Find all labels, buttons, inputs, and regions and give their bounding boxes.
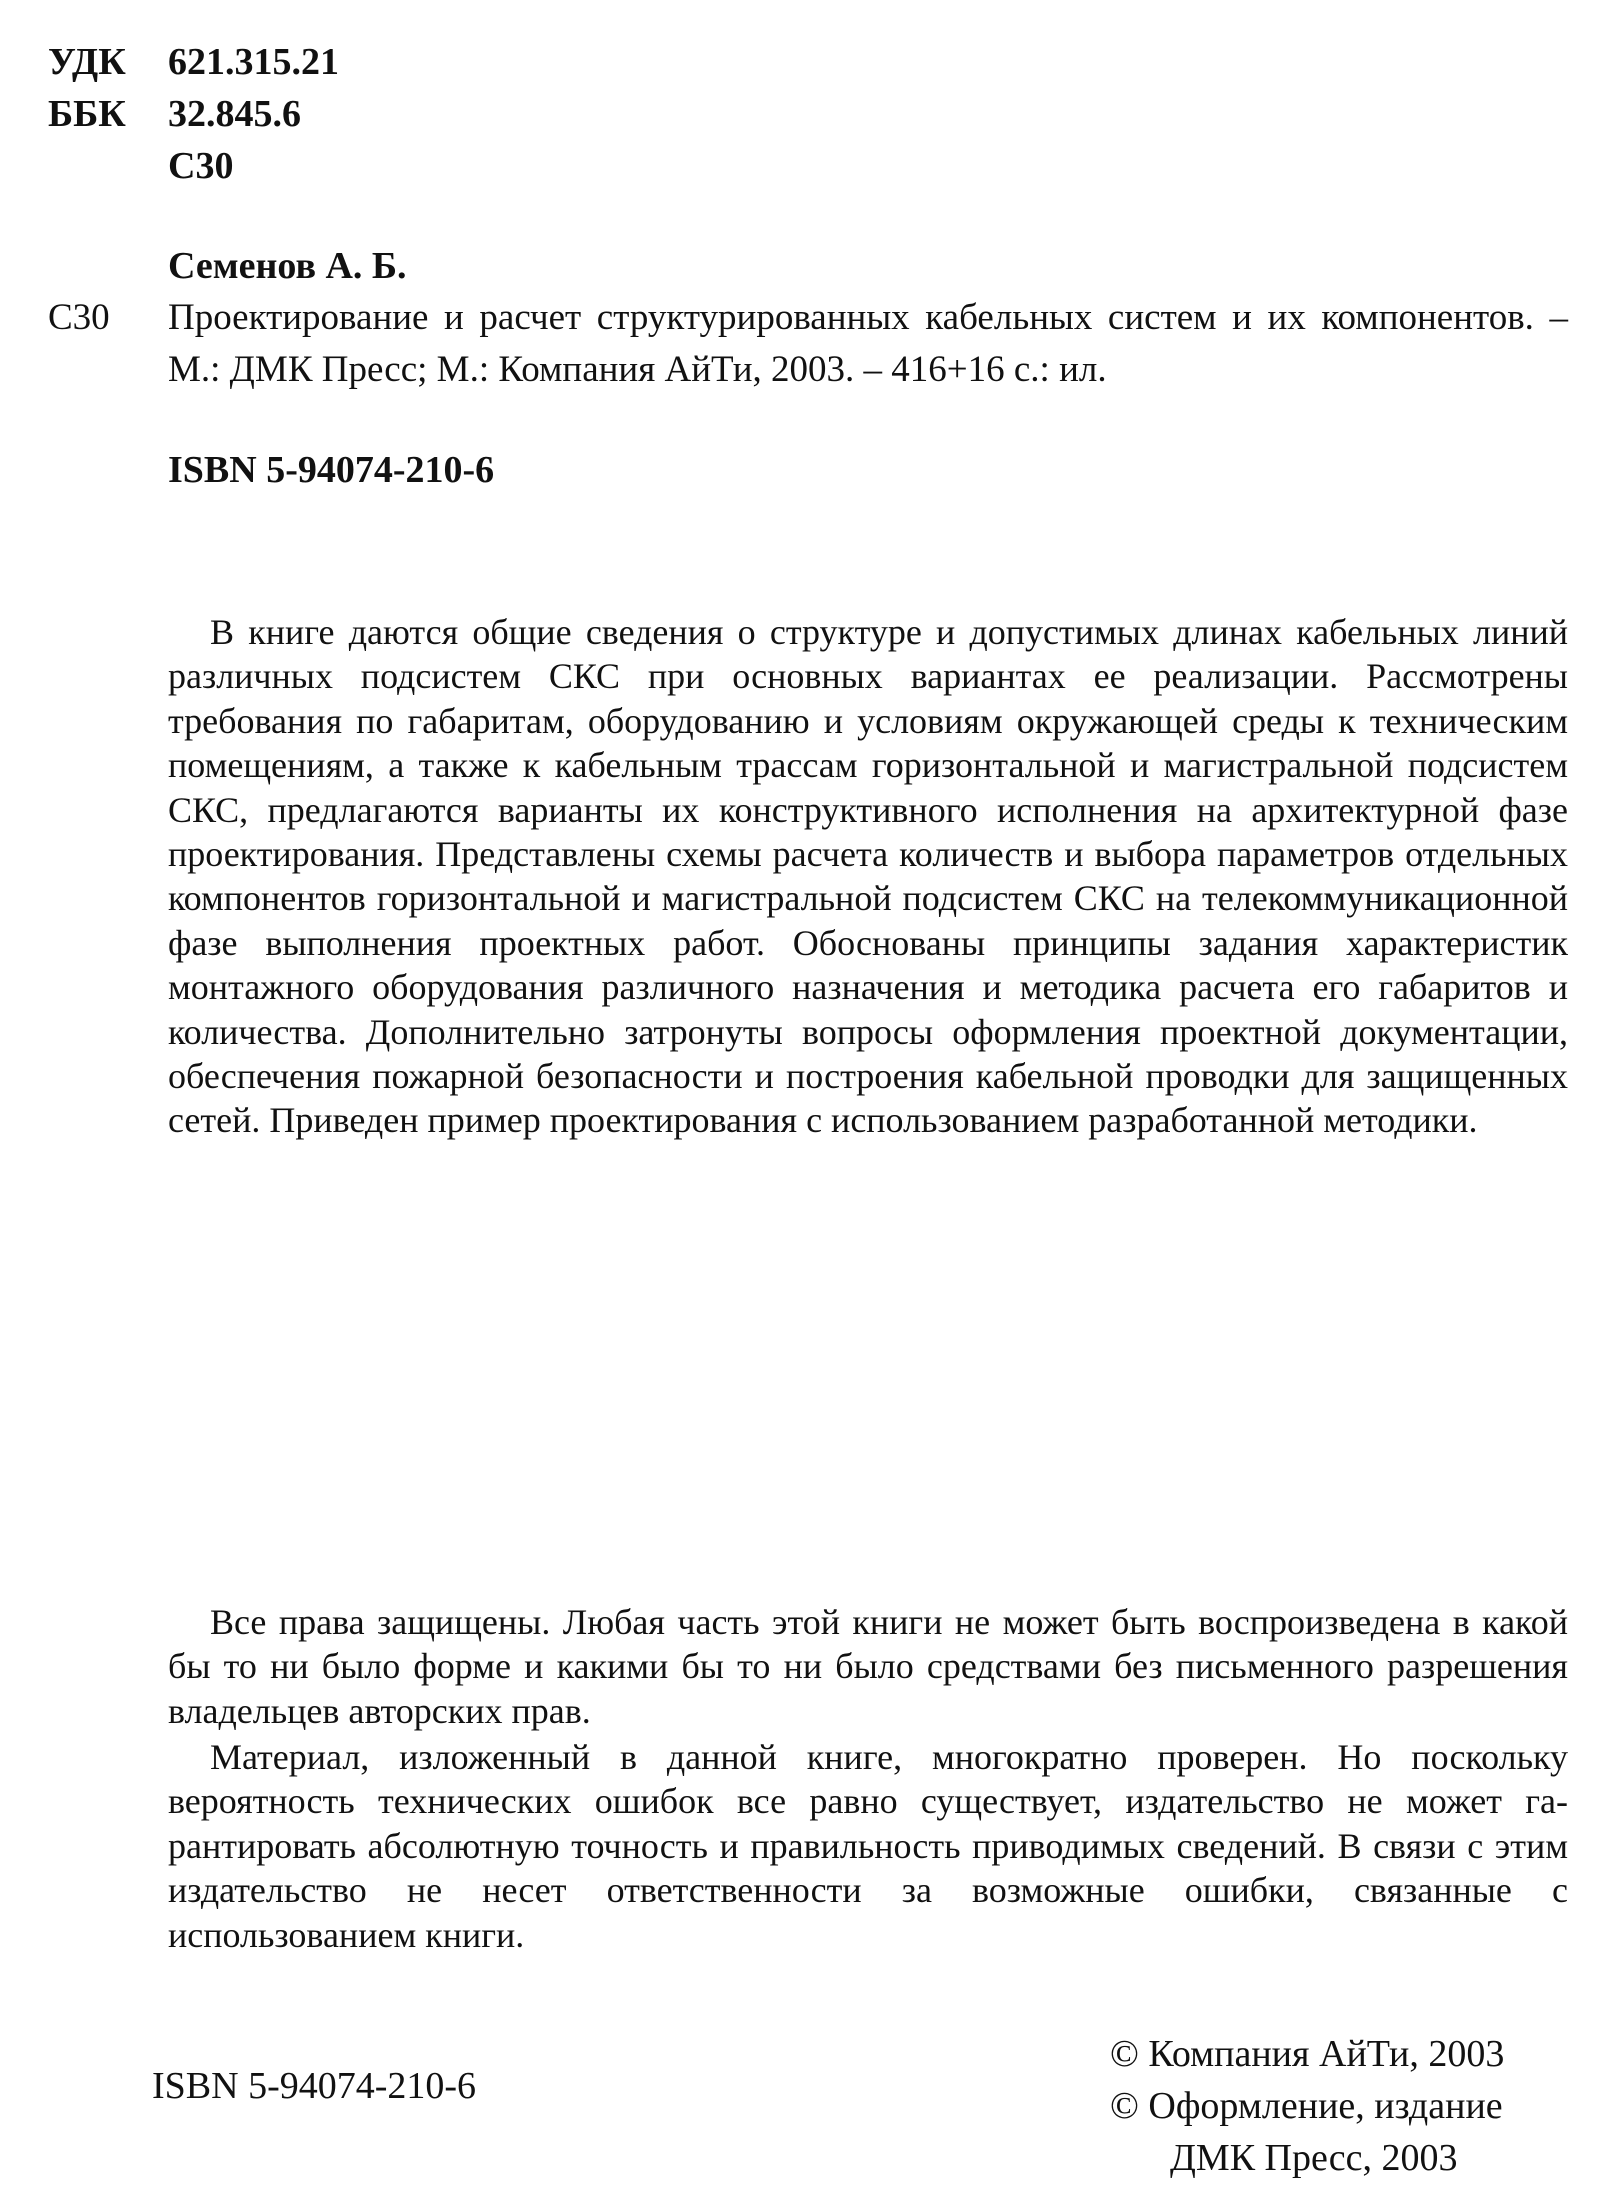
udk-row [48, 36, 339, 88]
rights-paragraph: Все права защищены. Любая часть этой книги не может быть воспроизведена в какой бы то ни было форме и какими бы то ни было средствами без письменного разрешения владельцев авторских прав. [168, 1602, 1568, 1731]
isbn-bottom: ISBN 5-94074-210-6 [152, 2065, 477, 2107]
udk-value: 621.315.21 [168, 41, 339, 83]
copyright-block [1110, 2028, 1504, 2184]
abstract-paragraph: В книге даются общие сведения о структуре и допустимых длинах кабельных линий различных подсистем СКС при основных вариантах ее реализации. Рассмотрены требования по габаритам, оборудованию и условиям окружающей среды к техническим помещениям, а также к кабельным трассам горизонтальной и магистральной подсистем СКС, предлагаются варианты их конструктивного исполнения на архитектурной фазе проектирования. Представлены схемы расчета количеств и выбора параметров отдельных компонентов горизонтальной и магистральной подсистем СКС на телекоммуникационной фазе выполнения проектных работ. Обоснованы принципы задания характеристик монтажного оборудования различного назначения и методика расчета его габаритов и количества. Дополнительно затронуты вопросы оформления проектной документации, обеспечения пожарной безопасности и построения кабельной проводки для защищенных сетей. Приведен пример проектирования с использованием разработанной методики. [168, 612, 1568, 1141]
bbk-row [48, 88, 339, 140]
copyright-line-3: ДМК Пресс, 2003 [1170, 2137, 1458, 2179]
bbk-label: ББК [48, 93, 126, 135]
copyright-line-2: © Оформление, издание [1110, 2085, 1503, 2127]
author-mark: С30 [168, 145, 234, 187]
bbk-value: 32.845.6 [168, 93, 301, 135]
classification-codes [48, 36, 339, 192]
disclaimer-paragraph: Материал, изложенный в данной книге, многократно проверен. Но поскольку вероятность технических ошибок все равно существует, издательство не может гарантировать абсолютную точность и правильность приводимых сведений. В связи с этим издательство не несет ответственности за возможные ошибки, связанные с использованием книги. [168, 1737, 1568, 1955]
copyright-line-1: © Компания АйТи, 2003 [1110, 2033, 1505, 2075]
author-name: Семенов А. Б. [168, 245, 407, 287]
catalog-code: С30 [48, 297, 110, 338]
author-mark-row [48, 140, 339, 192]
isbn-top: ISBN 5-94074-210-6 [168, 449, 495, 491]
udk-label: УДК [48, 41, 126, 83]
bibliographic-description: Проектирование и расчет структурированных кабельных систем и их компонентов. – М.: ДМК Пресс; М.: Компания АйТи, 2003. – 416+16 с.: ил. [168, 297, 1568, 390]
